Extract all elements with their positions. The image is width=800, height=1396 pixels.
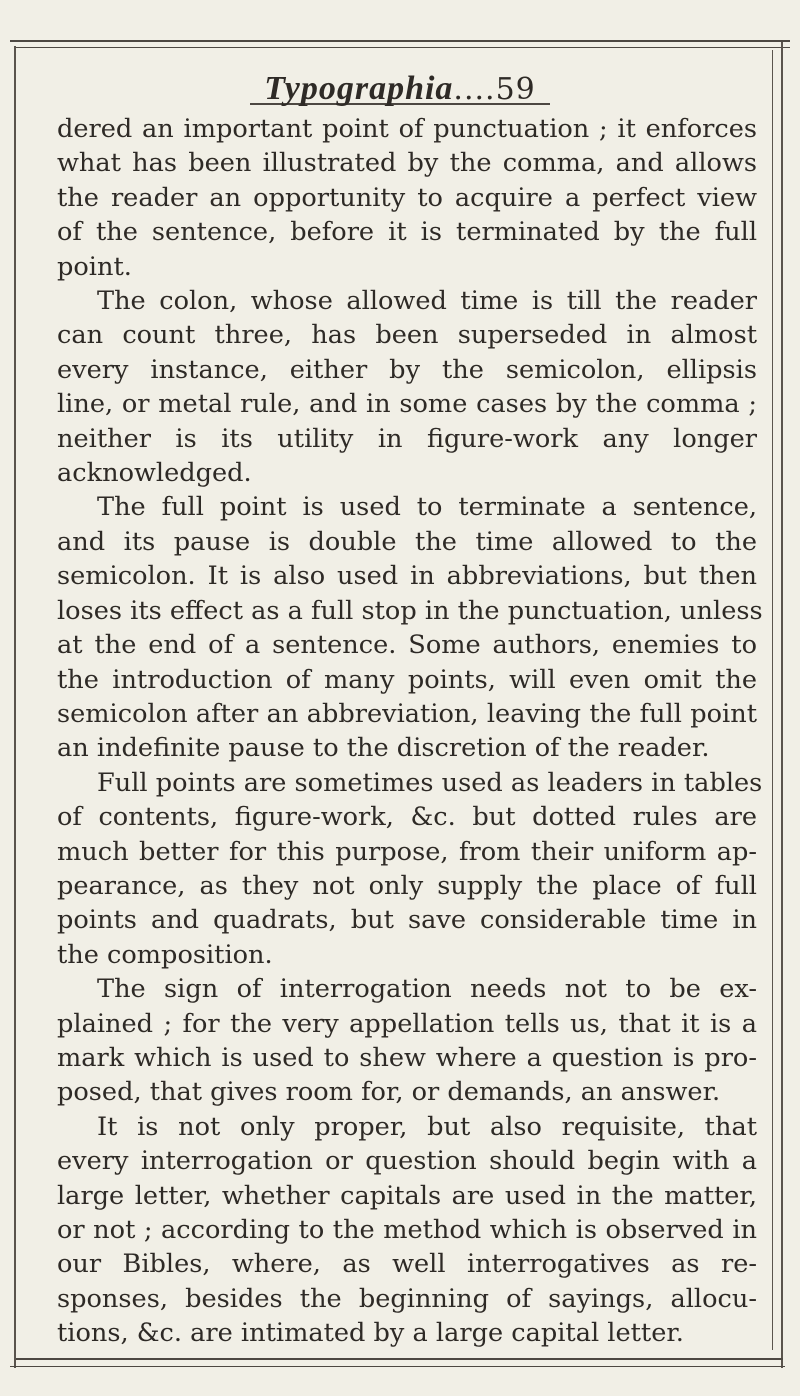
text-line: pearance, as they not only supply the place of full — [57, 870, 757, 901]
top-border-rule-inner — [14, 47, 790, 48]
top-border-rule — [10, 40, 790, 42]
bottom-border-rule-outer — [10, 1366, 785, 1367]
paragraph — [57, 1110, 757, 1351]
text-line: The sign of interrogation needs not to be ex- — [97, 974, 757, 1005]
text-line: can count three, has been superseded in almost — [57, 320, 757, 351]
right-border-rule-inner — [772, 50, 773, 1350]
text-line: neither is its utility in figure-work any longer — [57, 423, 757, 454]
text-line: large letter, whether capitals are used in the matter, — [57, 1180, 757, 1211]
text-line: or not ; according to the method which is observed in — [57, 1215, 757, 1245]
text-line: every instance, either by the semicolon, ellipsis — [57, 354, 757, 385]
text-line: The colon, whose allowed time is till the reader — [97, 286, 757, 317]
text-line: of the sentence, before it is terminated by the full — [57, 217, 757, 248]
text-line: at the end of a sentence. Some authors, enemies to — [57, 630, 757, 661]
text-line: acknowledged. — [57, 458, 252, 489]
text-line: of contents, figure-work, &c. but dotted rules are — [57, 802, 757, 833]
left-border-rule — [14, 46, 16, 1368]
paragraph — [57, 766, 763, 972]
text-line: an indefinite pause to the discretion of the reader. — [57, 733, 710, 764]
text-line: loses its effect as a full stop in the punctuation, unless — [57, 595, 763, 626]
text-line: mark which is used to shew where a question is pro- — [57, 1042, 757, 1073]
text-line: plained ; for the very appellation tells us, that it is a — [57, 1008, 757, 1039]
text-line: posed, that gives room for, or demands, an answer. — [57, 1077, 721, 1108]
text-line: the composition. — [57, 939, 273, 970]
bottom-border-rule — [16, 1358, 783, 1360]
text-line: dered an important point of punctuation ; it enforces — [57, 114, 757, 144]
paragraph — [57, 490, 763, 765]
paragraph — [57, 112, 757, 284]
text-line: points and quadrats, but save considerable time in — [57, 905, 757, 936]
text-line: semicolon after an abbreviation, leaving the full point — [57, 698, 757, 729]
text-line: every interrogation or question should begin with a — [57, 1146, 757, 1177]
running-header — [0, 70, 800, 108]
text-line: sponses, besides the beginning of sayings, allocu- — [57, 1283, 757, 1314]
text-line: much better for this purpose, from their uniform ap- — [57, 836, 757, 867]
text-line: It is not only proper, but also requisite, that — [97, 1111, 757, 1142]
text-line: line, or metal rule, and in some cases by the comma ; — [57, 389, 757, 420]
text-line: what has been illustrated by the comma, and allows — [57, 148, 757, 179]
running-title: Typographia — [264, 70, 454, 107]
text-line: and its pause is double the time allowed to the — [57, 526, 757, 557]
text-line: semicolon. It is also used in abbreviations, but then — [57, 561, 757, 592]
text-line: point. — [57, 251, 132, 282]
paragraph — [57, 284, 757, 490]
right-border-rule — [781, 42, 783, 1368]
text-line: tions, &c. are intimated by a large capital letter. — [57, 1318, 684, 1349]
text-line: the introduction of many points, will even omit the — [57, 664, 757, 695]
page-number: ....59 — [453, 72, 536, 107]
text-line: the reader an opportunity to acquire a perfect view — [57, 182, 757, 213]
text-line: The full point is used to terminate a sentence, — [97, 492, 757, 523]
text-line: our Bibles, where, as well interrogatives as re- — [57, 1249, 757, 1280]
text-line: Full points are sometimes used as leaders in tables — [97, 767, 763, 798]
paragraph — [57, 972, 757, 1110]
body-text — [57, 112, 763, 1351]
